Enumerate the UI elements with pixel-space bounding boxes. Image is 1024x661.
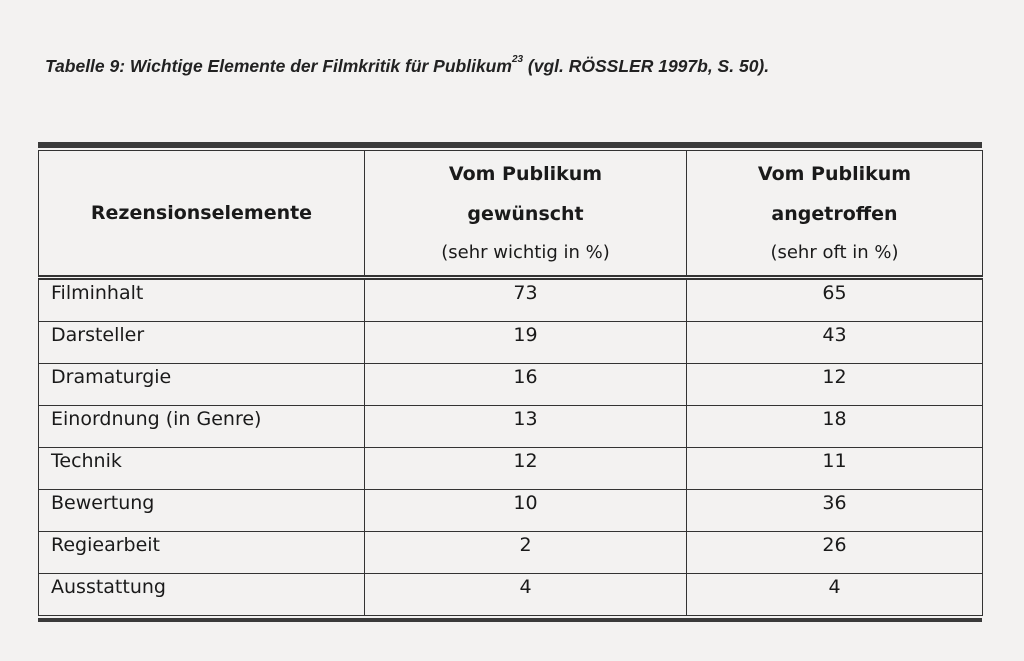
cell-angetroffen: 12 [687,364,983,406]
caption-source: (vgl. RÖSSLER 1997b, S. 50). [523,56,770,76]
cell-gewuenscht: 4 [365,574,687,616]
header-angetroffen-sub: (sehr oft in %) [770,242,899,263]
header-gewuenscht-line2: gewünscht [467,203,584,225]
cell-angetroffen: 26 [687,532,983,574]
header-gewuenscht-line1: Vom Publikum [448,163,603,185]
cell-element: Darsteller [39,322,365,364]
cell-gewuenscht: 13 [365,406,687,448]
cell-angetroffen: 4 [687,574,983,616]
table-top-rule [38,142,982,148]
header-angetroffen-line1: Vom Publikum [757,163,912,185]
header-gewuenscht [365,151,687,278]
header-angetroffen [687,151,983,278]
cell-angetroffen: 43 [687,322,983,364]
cell-gewuenscht: 73 [365,278,687,322]
header-gewuenscht-sub: (sehr wichtig in %) [441,242,610,263]
header-angetroffen-line2: angetroffen [771,203,898,225]
cell-element: Bewertung [39,490,365,532]
cell-angetroffen: 36 [687,490,983,532]
table-row [39,322,983,364]
cell-gewuenscht: 10 [365,490,687,532]
table-row [39,448,983,490]
table-caption [45,56,769,77]
table-row [39,532,983,574]
cell-element: Ausstattung [39,574,365,616]
table-bottom-rule [38,618,982,622]
table-row [39,490,983,532]
table-row [39,574,983,616]
cell-element: Filminhalt [39,278,365,322]
cell-angetroffen: 18 [687,406,983,448]
table-row [39,364,983,406]
table-row [39,406,983,448]
cell-element: Einordnung (in Genre) [39,406,365,448]
cell-angetroffen: 65 [687,278,983,322]
cell-gewuenscht: 19 [365,322,687,364]
header-rezensionselemente: Rezensionselemente [39,151,365,278]
data-table [38,150,983,616]
table-row [39,278,983,322]
cell-element: Regiearbeit [39,532,365,574]
caption-footnote-marker: 23 [511,54,524,66]
data-table-container [38,142,982,622]
cell-angetroffen: 11 [687,448,983,490]
cell-gewuenscht: 16 [365,364,687,406]
caption-title: Tabelle 9: Wichtige Elemente der Filmkritik für Publikum [45,56,512,76]
table-header-row [39,151,983,278]
cell-gewuenscht: 2 [365,532,687,574]
cell-gewuenscht: 12 [365,448,687,490]
cell-element: Technik [39,448,365,490]
cell-element: Dramaturgie [39,364,365,406]
